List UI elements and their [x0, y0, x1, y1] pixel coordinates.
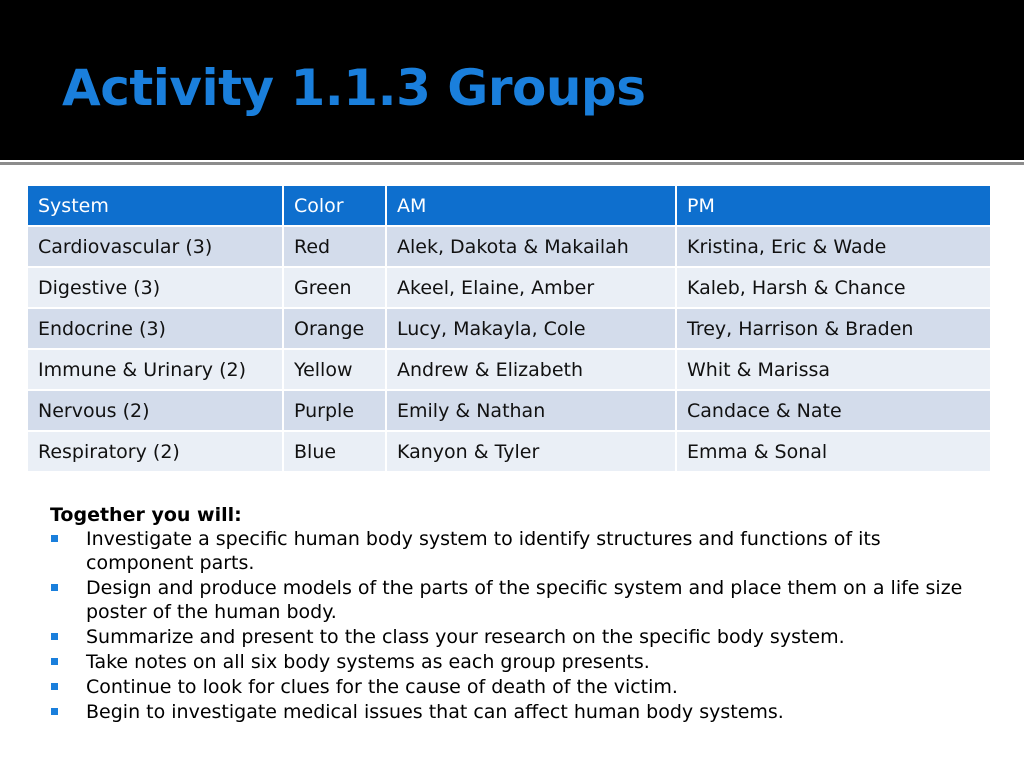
table-row — [27, 308, 991, 349]
header-am: AM — [386, 185, 676, 226]
list-item-text: Begin to investigate medical issues that can affect human body systems. — [86, 701, 784, 723]
square-bullet-icon — [51, 708, 58, 715]
table-row — [27, 431, 991, 472]
cell-am: Lucy, Makayla, Cole — [386, 308, 676, 349]
list-item-text: Continue to look for clues for the cause of death of the victim. — [86, 676, 678, 698]
table-row — [27, 390, 991, 431]
cell-color: Purple — [283, 390, 386, 431]
notes-section — [50, 503, 980, 725]
cell-system: Cardiovascular (3) — [27, 226, 283, 267]
square-bullet-icon — [51, 535, 58, 542]
cell-system: Digestive (3) — [27, 267, 283, 308]
list-item — [50, 675, 980, 699]
cell-system: Respiratory (2) — [27, 431, 283, 472]
cell-color: Red — [283, 226, 386, 267]
square-bullet-icon — [51, 633, 58, 640]
cell-am: Kanyon & Tyler — [386, 431, 676, 472]
cell-system: Endocrine (3) — [27, 308, 283, 349]
groups-table — [26, 184, 992, 473]
list-item — [50, 700, 980, 724]
list-item — [50, 650, 980, 674]
cell-pm: Kaleb, Harsh & Chance — [676, 267, 991, 308]
cell-color: Green — [283, 267, 386, 308]
cell-am: Emily & Nathan — [386, 390, 676, 431]
list-item-text: Design and produce models of the parts of the specific system and place them on a life size poster of the human body. — [86, 577, 963, 623]
header-color: Color — [283, 185, 386, 226]
table-row — [27, 267, 991, 308]
bullet-list — [50, 527, 980, 724]
table-row — [27, 226, 991, 267]
list-item-text: Take notes on all six body systems as each group presents. — [86, 651, 650, 673]
table-row — [27, 349, 991, 390]
header-system: System — [27, 185, 283, 226]
slide-title: Activity 1.1.3 Groups — [62, 59, 646, 117]
square-bullet-icon — [51, 584, 58, 591]
cell-system: Immune & Urinary (2) — [27, 349, 283, 390]
title-divider — [0, 162, 1024, 165]
cell-pm: Trey, Harrison & Braden — [676, 308, 991, 349]
cell-color: Orange — [283, 308, 386, 349]
cell-color: Yellow — [283, 349, 386, 390]
table-header-row — [27, 185, 991, 226]
cell-system: Nervous (2) — [27, 390, 283, 431]
cell-pm: Candace & Nate — [676, 390, 991, 431]
square-bullet-icon — [51, 683, 58, 690]
cell-pm: Emma & Sonal — [676, 431, 991, 472]
list-item — [50, 625, 980, 649]
cell-color: Blue — [283, 431, 386, 472]
list-item-text: Investigate a specific human body system to identify structures and functions of its component parts. — [86, 528, 881, 574]
square-bullet-icon — [51, 658, 58, 665]
header-pm: PM — [676, 185, 991, 226]
cell-am: Akeel, Elaine, Amber — [386, 267, 676, 308]
list-item-text: Summarize and present to the class your research on the specific body system. — [86, 626, 845, 648]
cell-am: Alek, Dakota & Makailah — [386, 226, 676, 267]
cell-am: Andrew & Elizabeth — [386, 349, 676, 390]
cell-pm: Whit & Marissa — [676, 349, 991, 390]
list-item — [50, 527, 980, 575]
cell-pm: Kristina, Eric & Wade — [676, 226, 991, 267]
title-bar — [0, 0, 1024, 160]
list-item — [50, 576, 980, 624]
notes-heading: Together you will: — [50, 504, 242, 526]
